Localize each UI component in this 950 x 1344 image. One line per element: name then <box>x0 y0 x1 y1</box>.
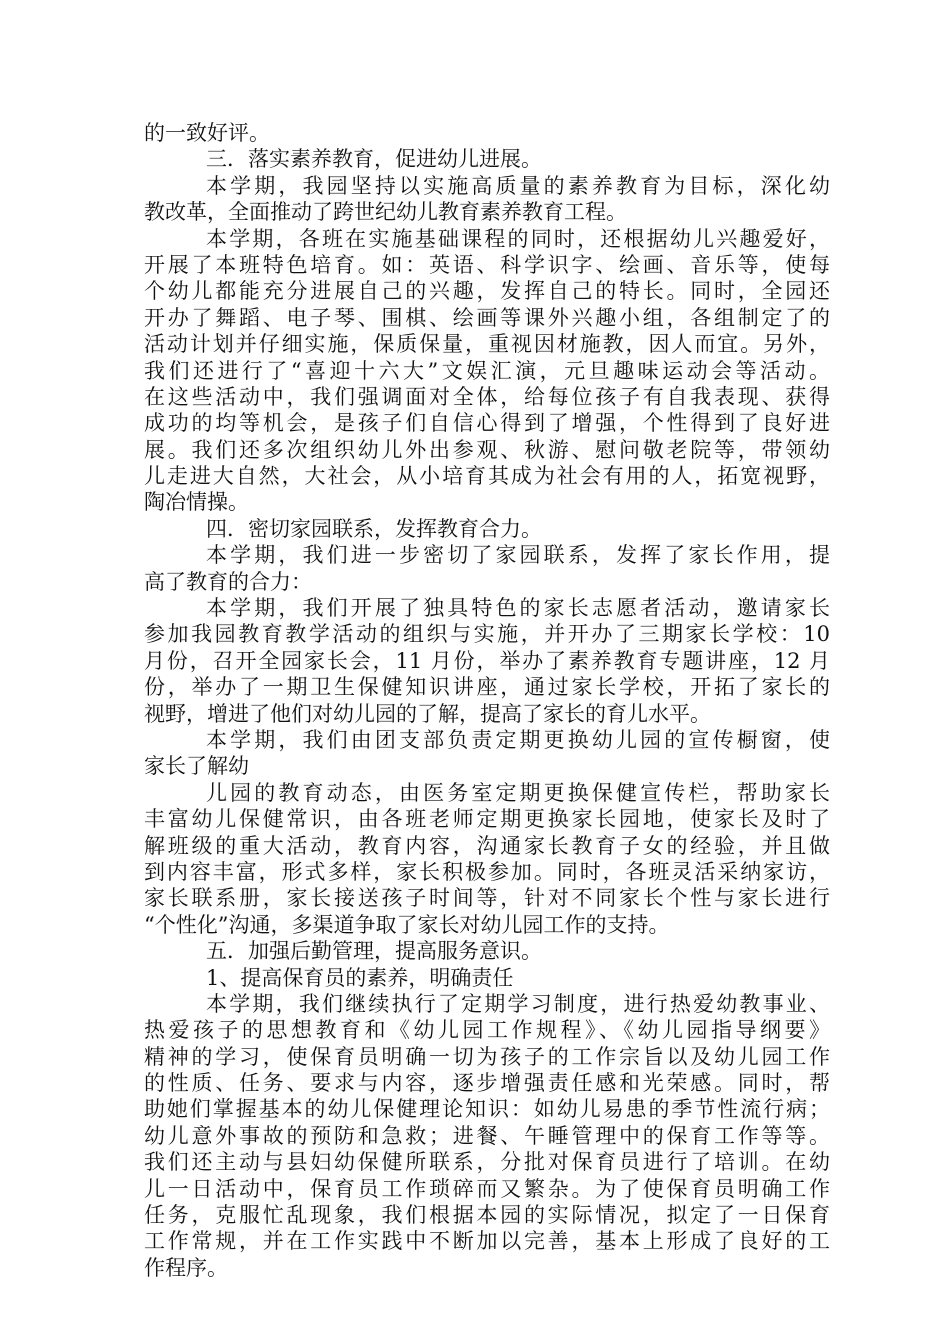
text-line: 家长了解幼 <box>144 754 249 779</box>
text-line: 份，举办了一期卫生保健知识讲座，通过家长学校，开拓了家长的 <box>144 675 830 700</box>
text-line: 儿一日活动中，保育员工作琐碎而又繁杂。为了使保育员明确工作 <box>144 1176 830 1201</box>
text-line: 本学期，我园坚持以实施高质量的素养教育为目标，深化幼 <box>206 173 830 198</box>
text-line: 个幼儿都能充分进展自己的兴趣，发挥自己的特长。同时，全园还 <box>144 279 830 304</box>
text-line: 的性质、任务、要求与内容，逐步增强责任感和光荣感。同时，帮 <box>144 1071 830 1096</box>
text-line: 陶冶情操。 <box>144 490 249 515</box>
text-line: 的一致好评。 <box>144 121 270 145</box>
text-line: 助她们掌握基本的幼儿保健理论知识：如幼儿易患的季节性流行病； <box>144 1097 830 1122</box>
text-line: 热爱孩子的思想教育和《幼儿园工作规程》、《幼儿园指导纲要》 <box>144 1018 830 1043</box>
text-line: 家长联系册，家长接送孩子时间等，针对不同家长个性与家长进行 <box>144 886 830 911</box>
document-body <box>144 120 830 1281</box>
text-line: 成功的均等机会，是孩子们自信心得到了增强，个性得到了良好进 <box>144 411 830 436</box>
text-line: 1、提高保育员的素养，明确责任 <box>206 965 514 990</box>
text-line: 教改革，全面推动了跨世纪幼儿教育素养教育工程。 <box>144 200 627 225</box>
text-line: 本学期，我们进一步密切了家园联系，发挥了家长作用，提 <box>206 543 830 568</box>
text-line: 本学期，我们开展了独具特色的家长志愿者活动，邀请家长 <box>206 596 830 621</box>
text-line: 月份，召开全园家长会，11 月份，举办了素养教育专题讲座，12 月 <box>144 648 830 673</box>
text-line: 丰富幼儿保健常识，由各班老师定期更换家长园地，使家长及时了 <box>144 807 830 832</box>
text-line: 活动计划并仔细实施，保质保量，重视因材施教，因人而宜。另外， <box>144 332 830 357</box>
text-line: 本学期，各班在实施基础课程的同时，还根据幼儿兴趣爱好， <box>206 226 830 251</box>
text-line: 工作常规，并在工作实践中不断加以完善，基本上形成了良好的工 <box>144 1229 830 1254</box>
text-line: 参加我园教育教学活动的组织与实施，并开办了三期家长学校：10 <box>144 622 830 647</box>
text-line: 我们还进行了“喜迎十六大”文娱汇演，元旦趣味运动会等活动。 <box>144 358 830 383</box>
text-line: 开展了本班特色培育。如：英语、科学识字、绘画、音乐等，使每 <box>144 252 830 277</box>
text-line: “个性化”沟通，多渠道争取了家长对幼儿园工作的支持。 <box>144 912 670 937</box>
text-line: 精神的学习，使保育员明确一切为孩子的工作宗旨以及幼儿园工作 <box>144 1044 830 1069</box>
text-line: 幼儿意外事故的预防和急救；进餐、午睡管理中的保育工作等等。 <box>144 1123 830 1148</box>
text-line: 解班级的重大活动，教育内容，沟通家长教育子女的经验，并且做 <box>144 833 830 858</box>
text-line: 儿走进大自然，大社会，从小培育其成为社会有用的人，拓宽视野， <box>144 464 830 489</box>
text-line: 三．落实素养教育，促进幼儿进展。 <box>206 147 542 172</box>
text-line: 高了教育的合力： <box>144 569 312 594</box>
text-line: 展。我们还多次组织幼儿外出参观、秋游、慰问敬老院等，带领幼 <box>144 437 830 462</box>
text-line: 四．密切家园联系，发挥教育合力。 <box>206 516 542 541</box>
text-line: 开办了舞蹈、电子琴、围棋、绘画等课外兴趣小组，各组制定了的 <box>144 305 830 330</box>
text-line: 在这些活动中，我们强调面对全体，给每位孩子有自我表现、获得 <box>144 384 830 409</box>
text-line: 五．加强后勤管理，提高服务意识。 <box>206 939 542 964</box>
text-line: 任务，克服忙乱现象，我们根据本园的实际情况，拟定了一日保育 <box>144 1203 830 1228</box>
text-line: 到内容丰富，形式多样，家长积极参加。同时，各班灵活采纳家访， <box>144 859 830 884</box>
text-line: 我们还主动与县妇幼保健所联系，分批对保育员进行了培训。在幼 <box>144 1150 830 1175</box>
text-line: 视野，增进了他们对幼儿园的了解，提高了家长的育儿水平。 <box>144 701 711 726</box>
text-line: 儿园的教育动态，由医务室定期更换保健宣传栏，帮助家长 <box>206 780 830 805</box>
text-line: 本学期，我们继续执行了定期学习制度，进行热爱幼教事业、 <box>206 991 830 1016</box>
text-line: 本学期，我们由团支部负责定期更换幼儿园的宣传橱窗，使 <box>206 727 830 752</box>
text-line: 作程序。 <box>144 1255 228 1280</box>
